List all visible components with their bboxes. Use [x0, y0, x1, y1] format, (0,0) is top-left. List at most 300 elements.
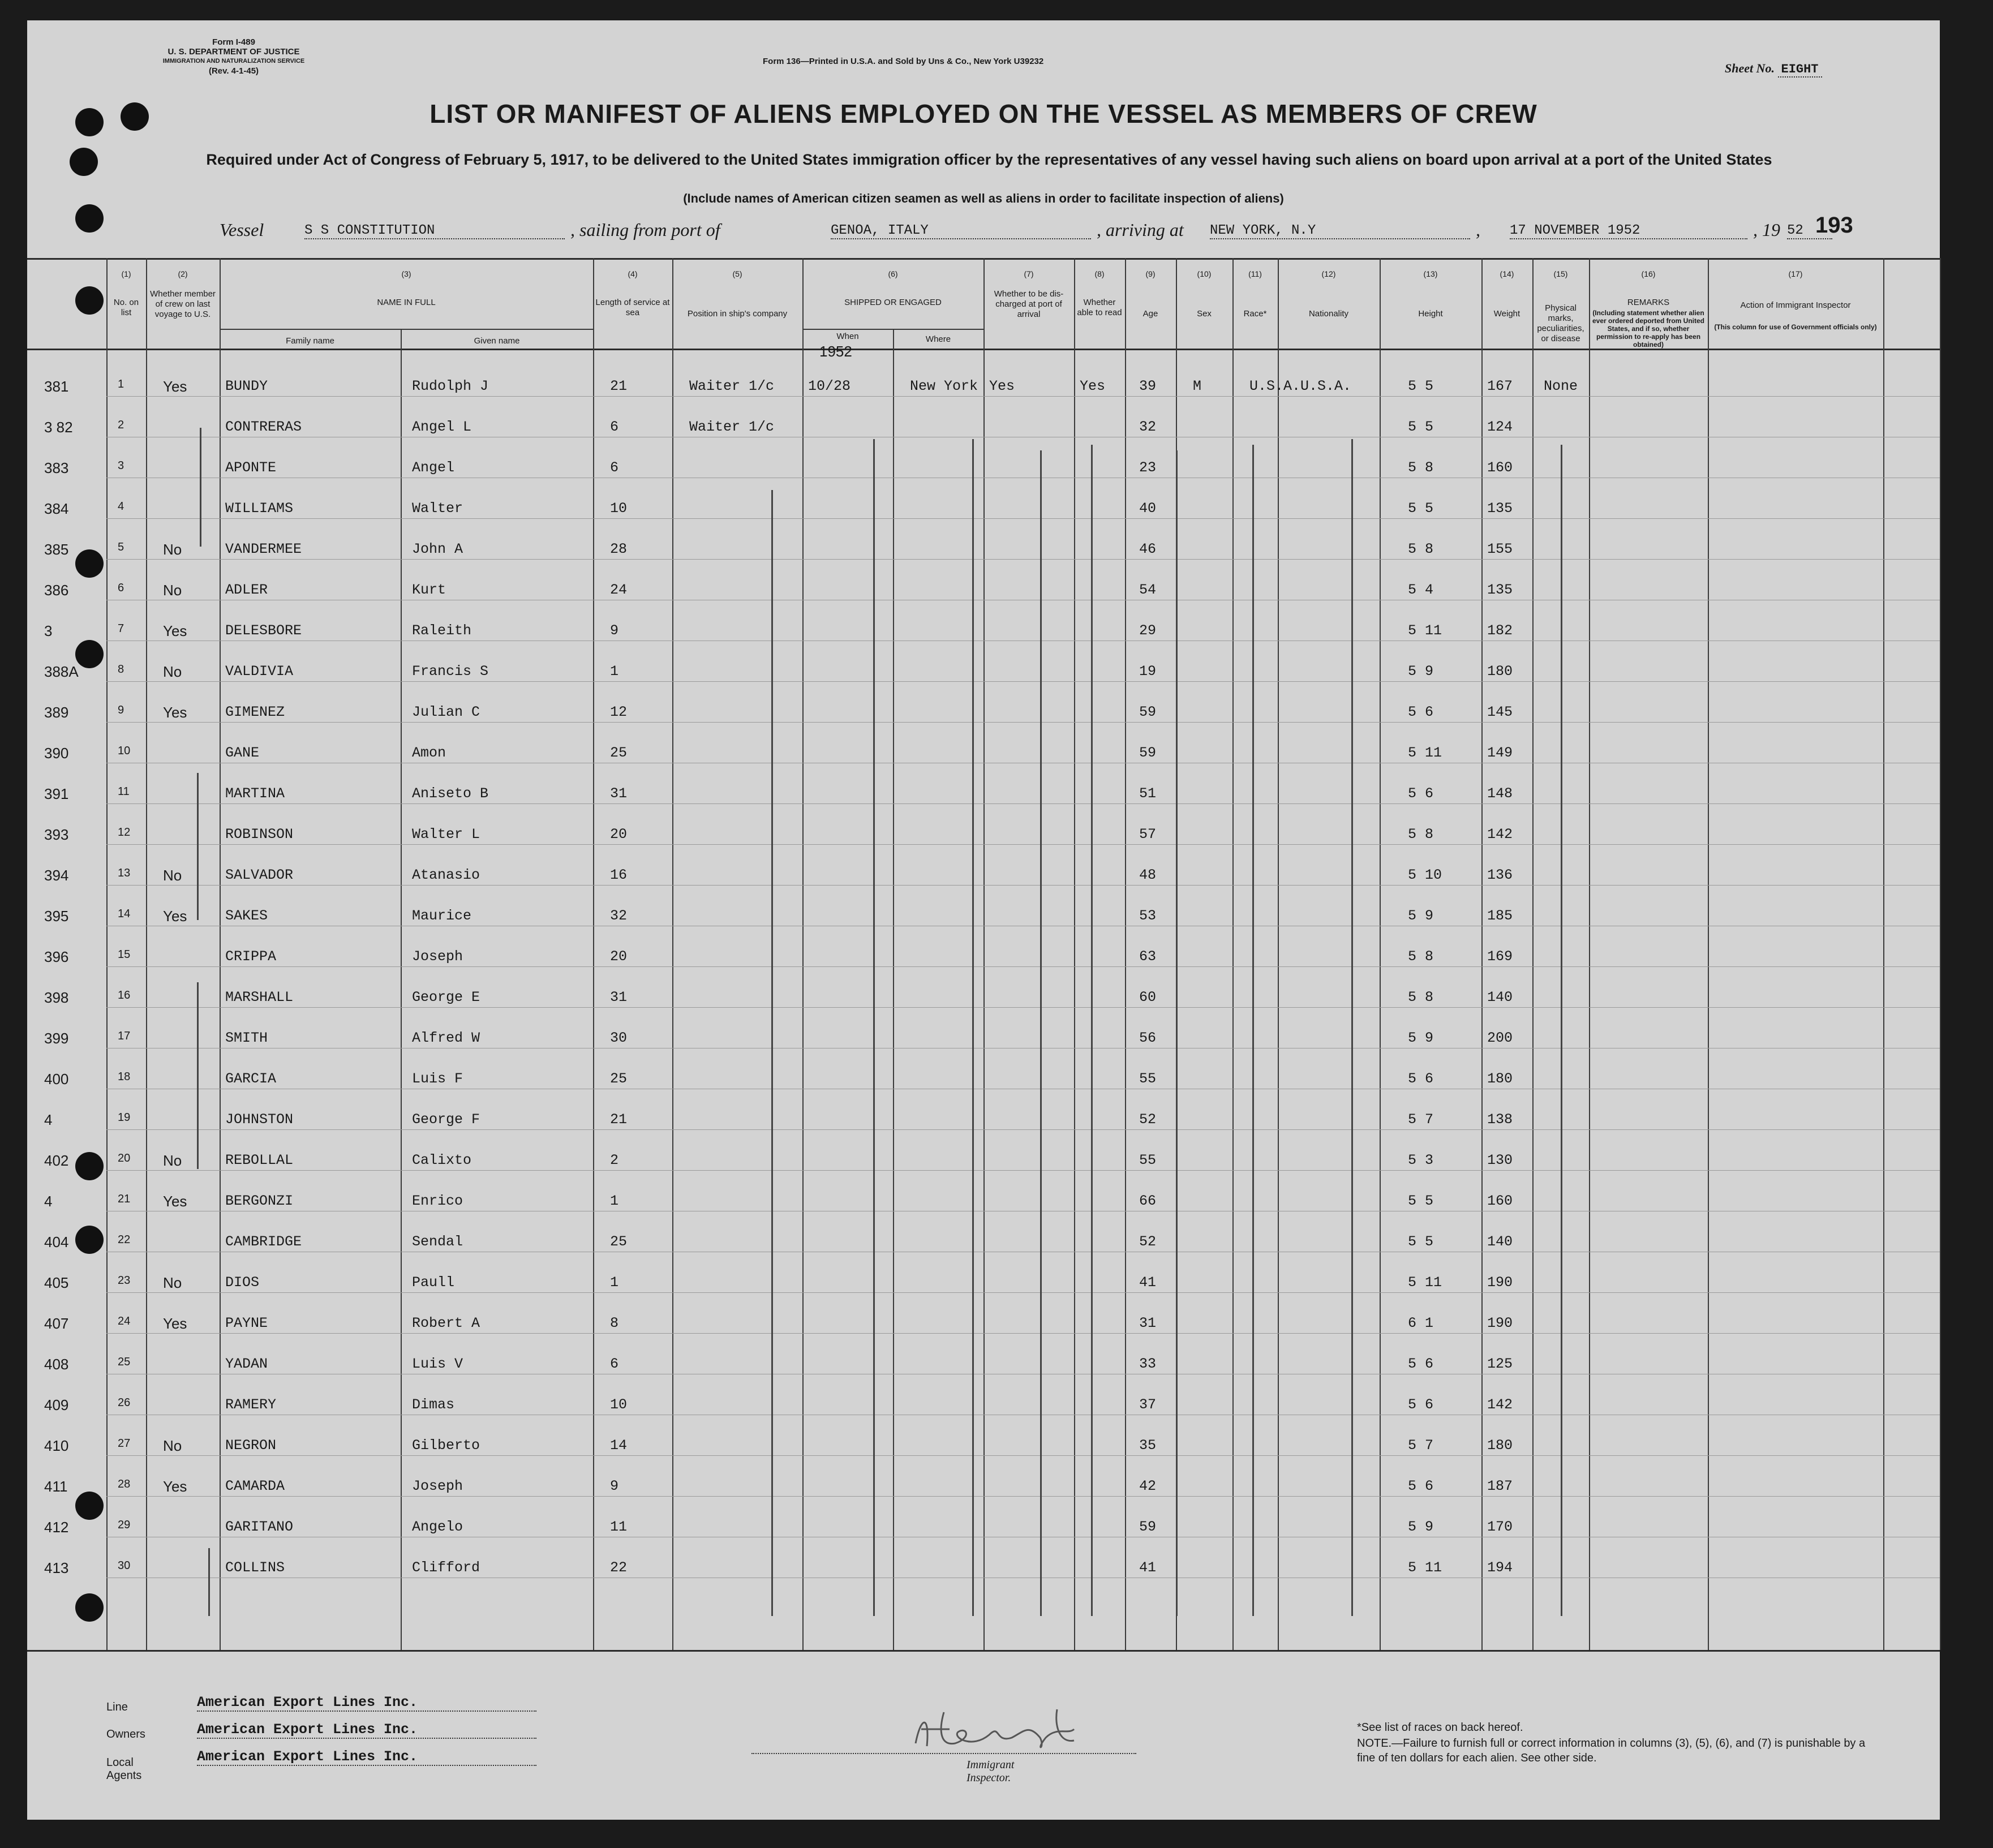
col-length-of-service: Length of service at sea: [595, 298, 670, 317]
table-cell-height: 5 9: [1408, 1030, 1434, 1046]
table-cell-mfn: 4: [44, 1193, 53, 1210]
table-cell-prev: Yes: [163, 1193, 187, 1210]
table-cell-weight: 180: [1487, 663, 1513, 680]
table-cell-mfn: 399: [44, 1030, 69, 1047]
form-identifier: [112, 37, 355, 76]
ditto-nationality: [1351, 439, 1353, 1616]
punch-hole: [75, 204, 104, 233]
table-cell-weight: 167: [1487, 378, 1513, 394]
table-cell-no: 22: [118, 1234, 131, 1246]
row-rule: [106, 396, 1940, 397]
column-divider: [802, 258, 804, 1650]
table-cell-weight: 130: [1487, 1152, 1513, 1168]
page-number: 193: [1815, 213, 1853, 238]
arrival-date: 17 NOVEMBER 1952: [1510, 223, 1747, 239]
table-cell-mfn: 405: [44, 1274, 69, 1291]
table-cell-mfn: 384: [44, 500, 69, 517]
table-cell-height: 5 3: [1408, 1152, 1434, 1168]
table-cell-family: WILLIAMS: [225, 500, 294, 517]
table-cell-no: 21: [118, 1193, 131, 1205]
table-cell-mfn: 389: [44, 704, 69, 721]
table-cell-family: MARTINA: [225, 785, 285, 802]
column-divider: [1278, 258, 1279, 1650]
table-cell-service: 1: [610, 1193, 619, 1209]
column-number: (14): [1500, 269, 1514, 278]
table-cell-weight: 140: [1487, 989, 1513, 1005]
table-cell-height: 5 5: [1408, 378, 1434, 394]
subtitle-note: (Include names of American citizen seamen as well as aliens in order to facilitate inspection of aliens): [683, 191, 1284, 205]
column-divider: [593, 258, 594, 1650]
table-cell-no: 26: [118, 1396, 131, 1409]
table-cell-no: 6: [118, 582, 124, 594]
table-cell-given: George E: [412, 989, 480, 1005]
table-cell-age: 39: [1139, 378, 1157, 394]
table-cell-family: VANDERMEE: [225, 541, 302, 557]
table-cell-given: Maurice: [412, 908, 472, 924]
row-rule: [106, 559, 1940, 560]
table-cell-age: 46: [1139, 541, 1157, 557]
table-cell-family: CAMARDA: [225, 1478, 285, 1494]
ditto-position: [771, 490, 773, 1616]
table-cell-age: 32: [1139, 419, 1157, 435]
table-cell-mfn: 404: [44, 1234, 69, 1250]
table-cell-weight: 135: [1487, 582, 1513, 598]
table-cell-age: 41: [1139, 1559, 1157, 1576]
table-cell-age: 52: [1139, 1111, 1157, 1128]
form-revision: (Rev. 4-1-45): [208, 66, 259, 76]
column-divider: [1532, 258, 1534, 1650]
table-cell-age: 42: [1139, 1478, 1157, 1494]
ditto-discharge: [1040, 450, 1042, 1616]
col-shipped-or-engaged: SHIPPED OR ENGAGED: [844, 298, 942, 307]
table-cell-weight: 160: [1487, 1193, 1513, 1209]
col-physical-marks: Physical marks, peculiarities, or disease: [1537, 303, 1584, 343]
table-cell-marks: None: [1544, 378, 1578, 394]
table-cell-given: Angel: [412, 459, 455, 476]
table-cell-weight: 155: [1487, 541, 1513, 557]
table-cell-service: 10: [610, 1396, 628, 1413]
table-cell-age: 66: [1139, 1193, 1157, 1209]
table-cell-mfn: 4: [44, 1111, 53, 1128]
col-remarks: REMARKS: [1627, 298, 1670, 307]
table-cell-family: DELESBORE: [225, 622, 302, 639]
col-sex: Sex: [1197, 309, 1212, 319]
table-cell-mfn: 393: [44, 826, 69, 843]
table-cell-height: 5 8: [1408, 459, 1434, 476]
table-cell-family: CRIPPA: [225, 948, 277, 965]
table-cell-prev: No: [163, 867, 182, 884]
col-remarks-note: (Including statement whether alien ever ordered deported from United States, and if so, whether permission to re-apply has been obtained): [1592, 309, 1705, 349]
table-cell-mfn: 3 82: [44, 419, 73, 436]
table-cell-height: 5 6: [1408, 1071, 1434, 1087]
table-cell-given: Calixto: [412, 1152, 472, 1168]
table-cell-sex: M: [1193, 378, 1202, 394]
punch-hole: [75, 1226, 104, 1254]
column-number: (8): [1094, 269, 1105, 278]
table-cell-given: Angelo: [412, 1519, 463, 1535]
name-subdivider: [401, 329, 402, 1650]
col-member-last-voyage: Whether member of crew on last voyage to U.S.: [150, 289, 216, 319]
shipped-header-divider: [802, 329, 983, 330]
punch-hole: [75, 640, 104, 668]
table-cell-prev: Yes: [163, 908, 187, 925]
table-cell-height: 5 11: [1408, 622, 1442, 639]
ditto-marks: [1561, 445, 1562, 1616]
table-cell-age: 35: [1139, 1437, 1157, 1454]
table-cell-no: 18: [118, 1071, 131, 1083]
column-number: (5): [732, 269, 742, 278]
column-number: (15): [1553, 269, 1568, 278]
table-cell-weight: 180: [1487, 1071, 1513, 1087]
table-cell-weight: 149: [1487, 745, 1513, 761]
table-cell-age: 31: [1139, 1315, 1157, 1331]
table-cell-height: 5 11: [1408, 1274, 1442, 1291]
table-cell-mfn: 386: [44, 582, 69, 599]
table-cell-mfn: 388A: [44, 663, 79, 680]
table-cell-family: NEGRON: [225, 1437, 277, 1454]
sheet-number: [1725, 61, 1822, 76]
table-cell-prev: No: [163, 541, 182, 558]
line-label: Line: [106, 1701, 128, 1713]
inspector-label: Immigrant Inspector.: [967, 1759, 1015, 1784]
table-cell-mfn: 413: [44, 1559, 69, 1576]
table-cell-mfn: 410: [44, 1437, 69, 1454]
col-age: Age: [1142, 309, 1158, 319]
table-cell-service: 6: [610, 419, 619, 435]
table-cell-family: SAKES: [225, 908, 268, 924]
column-divider: [1589, 258, 1590, 1650]
table-cell-service: 25: [610, 1071, 628, 1087]
table-cell-mfn: 383: [44, 459, 69, 476]
table-cell-age: 55: [1139, 1152, 1157, 1168]
table-cell-weight: 160: [1487, 459, 1513, 476]
table-cell-no: 12: [118, 826, 131, 839]
table-cell-family: GARCIA: [225, 1071, 277, 1087]
table-cell-weight: 187: [1487, 1478, 1513, 1494]
table-cell-height: 5 6: [1408, 1478, 1434, 1494]
inspector-signature: [904, 1704, 1142, 1755]
table-cell-height: 5 9: [1408, 1519, 1434, 1535]
table-cell-mfn: 400: [44, 1071, 69, 1088]
table-cell-family: RAMERY: [225, 1396, 277, 1413]
table-cell-weight: 169: [1487, 948, 1513, 965]
ditto-read: [1091, 445, 1093, 1616]
table-cell-service: 21: [610, 378, 628, 394]
service-name: IMMIGRATION AND NATURALIZATION SERVICE: [162, 58, 305, 65]
col-able-to-read: Whether able to read: [1077, 298, 1122, 317]
column-number: (17): [1788, 269, 1803, 278]
table-cell-mfn: 3: [44, 622, 53, 639]
table-cell-service: 24: [610, 582, 628, 598]
table-cell-given: Dimas: [412, 1396, 455, 1413]
table-cell-height: 5 7: [1408, 1437, 1434, 1454]
column-divider: [983, 258, 985, 1650]
table-cell-no: 5: [118, 541, 124, 553]
table-cell-service: 1: [610, 1274, 619, 1291]
column-number: (16): [1641, 269, 1656, 278]
table-cell-weight: 125: [1487, 1356, 1513, 1372]
column-divider: [1074, 258, 1075, 1650]
col-inspector-note: (This column for use of Government officials only): [1714, 323, 1877, 331]
table-cell-family: PAYNE: [225, 1315, 268, 1331]
ditto-prev: [200, 428, 201, 547]
table-cell-given: Walter L: [412, 826, 480, 843]
table-cell-age: 19: [1139, 663, 1157, 680]
column-divider: [106, 258, 108, 1650]
table-cell-prev: No: [163, 1152, 182, 1169]
department-name: U. S. DEPARTMENT OF JUSTICE: [167, 47, 300, 57]
table-cell-service: 6: [610, 459, 619, 476]
table-cell-given: Joseph: [412, 948, 463, 965]
form-number: Form I-489: [212, 37, 255, 47]
row-rule: [106, 1129, 1940, 1130]
column-divider: [1481, 258, 1483, 1650]
column-divider: [1125, 258, 1126, 1650]
table-cell-weight: 142: [1487, 826, 1513, 843]
row-rule: [106, 1007, 1940, 1008]
table-cell-height: 5 7: [1408, 1111, 1434, 1128]
table-cell-family: GARITANO: [225, 1519, 294, 1535]
table-cell-no: 30: [118, 1559, 131, 1572]
table-cell-prev: Yes: [163, 622, 187, 639]
table-cell-family: DIOS: [225, 1274, 260, 1291]
table-cell-age: 59: [1139, 704, 1157, 720]
table-cell-no: 3: [118, 459, 124, 472]
table-cell-service: 21: [610, 1111, 628, 1128]
printer-line: Form 136—Printed in U.S.A. and Sold by Uns & Co., New York U39232: [763, 57, 1044, 66]
table-cell-age: 51: [1139, 785, 1157, 802]
name-header-divider: [220, 329, 593, 330]
table-cell-weight: 180: [1487, 1437, 1513, 1454]
table-cell-weight: 124: [1487, 419, 1513, 435]
table-cell-family: CONTRERAS: [225, 419, 302, 435]
table-cell-service: 25: [610, 745, 628, 761]
table-cell-service: 9: [610, 622, 619, 639]
table-cell-given: Paull: [412, 1274, 455, 1291]
col-weight: Weight: [1493, 309, 1520, 319]
table-cell-no: 24: [118, 1315, 131, 1327]
table-cell-given: Enrico: [412, 1193, 463, 1209]
table-cell-height: 5 8: [1408, 826, 1434, 843]
table-cell-prev: No: [163, 1437, 182, 1454]
column-number: (6): [888, 269, 898, 278]
table-cell-weight: 170: [1487, 1519, 1513, 1535]
column-divider: [1883, 258, 1884, 1650]
table-cell-weight: 200: [1487, 1030, 1513, 1046]
table-cell-service: 25: [610, 1234, 628, 1250]
table-cell-given: Atanasio: [412, 867, 480, 883]
table-cell-service: 11: [610, 1519, 628, 1535]
table-cell-mfn: 409: [44, 1396, 69, 1413]
table-cell-age: 53: [1139, 908, 1157, 924]
table-cell-mfn: 402: [44, 1152, 69, 1169]
col-discharged: Whether to be dis-charged at port of arrival: [994, 289, 1064, 319]
table-cell-age: 33: [1139, 1356, 1157, 1372]
table-cell-no: 27: [118, 1437, 131, 1450]
row-rule: [106, 885, 1940, 886]
table-cell-given: Julian C: [412, 704, 480, 720]
punch-hole: [70, 148, 98, 176]
table-cell-age: 63: [1139, 948, 1157, 965]
table-cell-weight: 194: [1487, 1559, 1513, 1576]
table-cell-family: APONTE: [225, 459, 277, 476]
vessel-line: Vessel S S CONSTITUTION , sailing from port of GENOA, ITALY , arriving at NEW YORK, N.Y , 17 NOVEMBER 1952 , 19 52: [220, 220, 1906, 248]
table-cell-weight: 140: [1487, 1234, 1513, 1250]
row-rule: [106, 1333, 1940, 1334]
table-cell-service: 1: [610, 663, 619, 680]
punch-hole: [75, 1593, 104, 1622]
line-value: American Export Lines Inc.: [197, 1694, 536, 1712]
table-cell-height: 5 5: [1408, 500, 1434, 517]
table-cell-no: 13: [118, 867, 131, 879]
table-cell-weight: 145: [1487, 704, 1513, 720]
column-divider: [1380, 258, 1381, 1650]
punch-hole: [75, 286, 104, 315]
table-cell-no: 14: [118, 908, 131, 920]
row-rule: [106, 1292, 1940, 1293]
table-cell-age: 60: [1139, 989, 1157, 1005]
table-cell-service: 22: [610, 1559, 628, 1576]
col-name-in-full: NAME IN FULL: [377, 298, 436, 307]
table-cell-no: 11: [118, 785, 130, 798]
table-cell-given: Amon: [412, 745, 446, 761]
table-cell-family: BUNDY: [225, 378, 268, 394]
owners-label: Owners: [106, 1728, 145, 1740]
table-cell-service: 31: [610, 785, 628, 802]
year-label: , 19: [1753, 220, 1780, 240]
column-number: (4): [628, 269, 638, 278]
table-cell-age: 55: [1139, 1071, 1157, 1087]
sailing-port: GENOA, ITALY: [831, 223, 1091, 239]
table-cell-no: 29: [118, 1519, 131, 1531]
table-cell-no: 28: [118, 1478, 131, 1490]
table-cell-no: 1: [118, 378, 124, 390]
table-cell-family: ROBINSON: [225, 826, 294, 843]
table-cell-no: 20: [118, 1152, 131, 1164]
punch-hole: [121, 102, 149, 131]
table-cell-mfn: 381: [44, 378, 69, 395]
table-cell-height: 5 6: [1408, 785, 1434, 802]
table-cell-height: 5 4: [1408, 582, 1434, 598]
punch-hole: [75, 1492, 104, 1520]
table-cell-family: ADLER: [225, 582, 268, 598]
table-cell-mfn: 385: [44, 541, 69, 558]
table-cell-service: 12: [610, 704, 628, 720]
table-cell-mfn: 395: [44, 908, 69, 925]
table-cell-given: Walter: [412, 500, 463, 517]
table-cell-service: 14: [610, 1437, 628, 1454]
row-rule: [106, 1496, 1940, 1497]
table-cell-service: 32: [610, 908, 628, 924]
table-cell-service: 10: [610, 500, 628, 517]
table-cell-given: Luis F: [412, 1071, 463, 1087]
table-cell-where: New York: [910, 378, 978, 394]
ditto-where: [972, 439, 974, 1616]
table-cell-age: 48: [1139, 867, 1157, 883]
table-cell-mfn: 411: [44, 1478, 68, 1495]
table-cell-weight: 136: [1487, 867, 1513, 883]
table-cell-family: COLLINS: [225, 1559, 285, 1576]
table-cell-mfn: 412: [44, 1519, 69, 1536]
table-cell-service: 31: [610, 989, 628, 1005]
column-number: (2): [178, 269, 188, 278]
column-divider: [1708, 258, 1709, 1650]
column-number: (10): [1197, 269, 1212, 278]
table-cell-given: Rudolph J: [412, 378, 489, 394]
ditto-sex: [1176, 450, 1178, 1616]
table-cell-age: 23: [1139, 459, 1157, 476]
table-cell-family: BERGONZI: [225, 1193, 294, 1209]
column-number: (7): [1024, 269, 1034, 278]
table-cell-weight: 138: [1487, 1111, 1513, 1128]
table-cell-no: 9: [118, 704, 124, 716]
table-cell-given: Aniseto B: [412, 785, 489, 802]
table-cell-prev: Yes: [163, 704, 187, 721]
table-cell-no: 16: [118, 989, 131, 1002]
table-cell-height: 5 6: [1408, 704, 1434, 720]
table-cell-given: John A: [412, 541, 463, 557]
table-cell-weight: 185: [1487, 908, 1513, 924]
agents-label: Local Agents: [106, 1756, 142, 1782]
table-cell-weight: 142: [1487, 1396, 1513, 1413]
column-divider: [146, 258, 147, 1650]
table-cell-height: 5 9: [1408, 908, 1434, 924]
ditto-prev: [197, 982, 199, 1169]
row-rule: [106, 722, 1940, 723]
subtitle: Required under Act of Congress of February 5, 1917, to be delivered to the United States immigration officer by the representatives of any vessel having such aliens on board upon arrival at a port of the United States: [206, 151, 1772, 168]
table-cell-given: Kurt: [412, 582, 446, 598]
table-cell-family: REBOLLAL: [225, 1152, 294, 1168]
table-cell-given: Gilberto: [412, 1437, 480, 1454]
table-cell-height: 5 10: [1408, 867, 1442, 883]
table-cell-when: 10/28: [808, 378, 851, 394]
table-cell-service: 28: [610, 541, 628, 557]
table-cell-age: 56: [1139, 1030, 1157, 1046]
col-height: Height: [1418, 309, 1443, 319]
table-cell-age: 54: [1139, 582, 1157, 598]
table-cell-service: 8: [610, 1315, 619, 1331]
arrival-year: 52: [1787, 223, 1832, 239]
table-cell-given: Alfred W: [412, 1030, 480, 1046]
column-divider: [672, 258, 673, 1650]
table-cell-mfn: 398: [44, 989, 69, 1006]
table-cell-prev: Yes: [163, 1315, 187, 1332]
manifest-sheet: [27, 20, 1940, 1820]
table-cell-given: Sendal: [412, 1234, 463, 1250]
table-cell-read: Yes: [1080, 378, 1106, 394]
table-cell-family: SMITH: [225, 1030, 268, 1046]
punch-hole: [75, 108, 104, 136]
shipped-subdivider: [893, 329, 894, 1650]
col-shipped-when: When: [836, 332, 859, 341]
column-number: (12): [1321, 269, 1336, 278]
table-cell-service: 2: [610, 1152, 619, 1168]
table-cell-family: JOHNSTON: [225, 1111, 294, 1128]
table-cell-height: 5 5: [1408, 419, 1434, 435]
table-cell-mfn: 408: [44, 1356, 69, 1373]
col-given-name: Given name: [474, 336, 520, 346]
table-cell-given: Angel L: [412, 419, 472, 435]
table-cell-family: VALDIVIA: [225, 663, 294, 680]
table-cell-weight: 182: [1487, 622, 1513, 639]
punch-hole: [75, 1152, 104, 1180]
punch-hole: [75, 549, 104, 578]
table-cell-family: YADAN: [225, 1356, 268, 1372]
table-cell-weight: 148: [1487, 785, 1513, 802]
table-cell-given: Joseph: [412, 1478, 463, 1494]
table-cell-age: 40: [1139, 500, 1157, 517]
table-cell-height: 5 11: [1408, 1559, 1442, 1576]
